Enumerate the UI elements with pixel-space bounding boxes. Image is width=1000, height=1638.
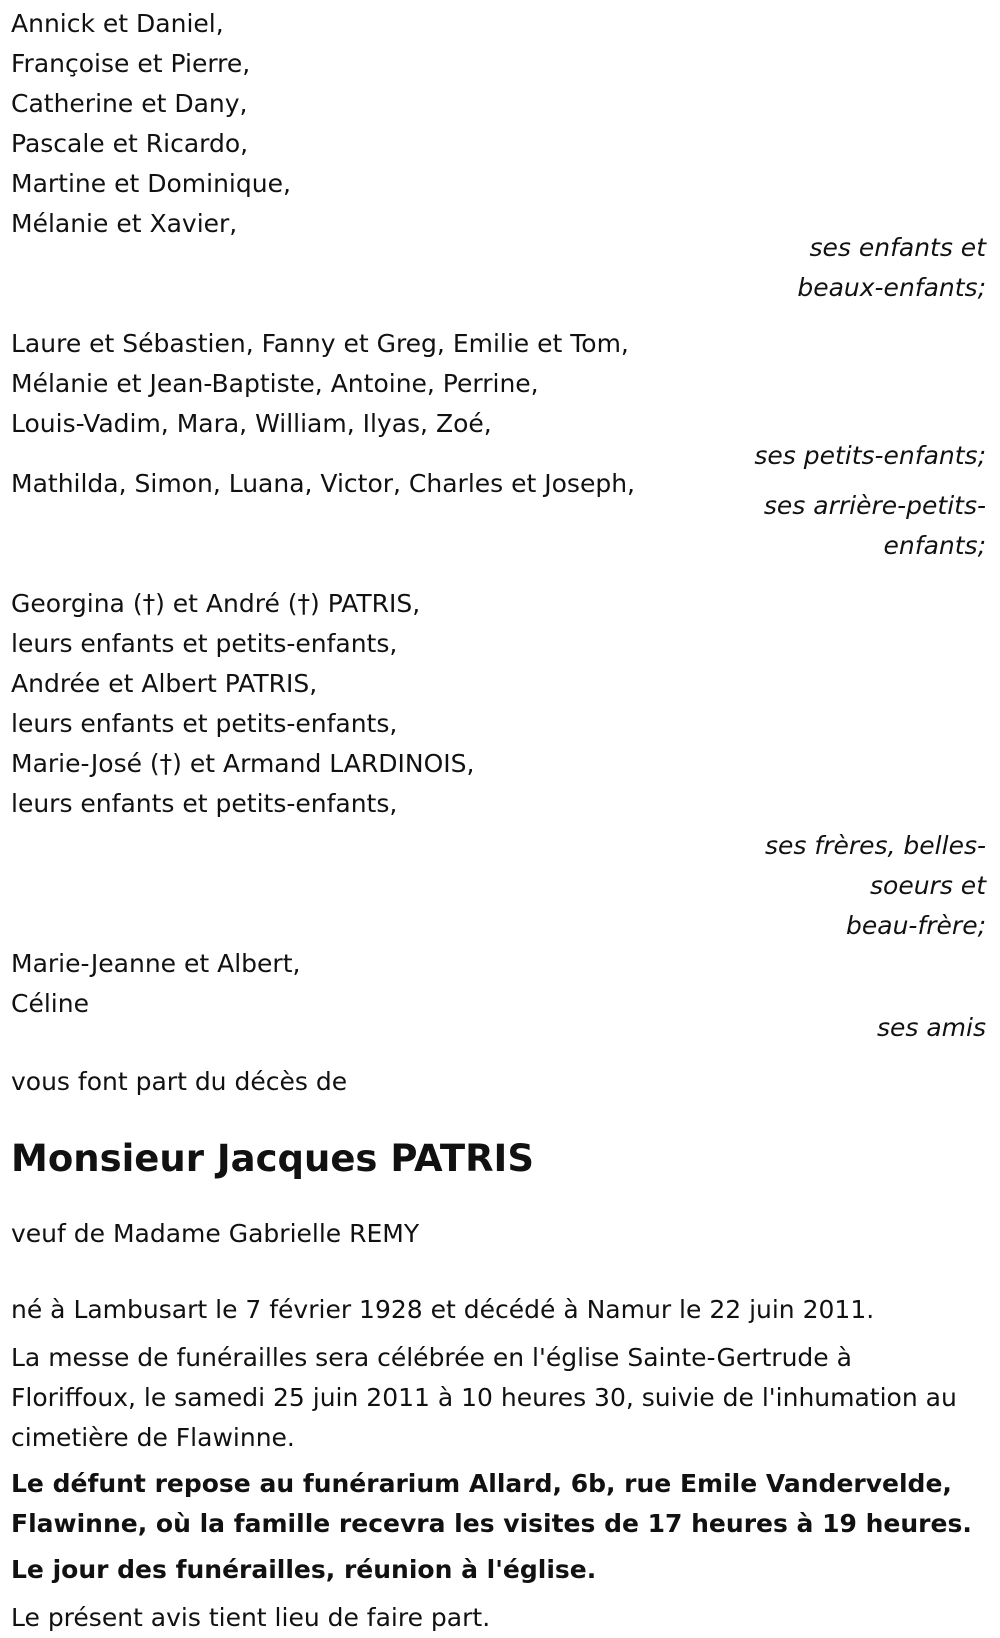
announcement-text: vous font part du décès de [11,1067,348,1096]
great-grandchild-name: Mathilda, Simon, Luana, Victor, Charles et Joseph, [11,469,635,498]
siblings-role-line: ses frères, belles- [765,831,986,860]
meeting-text: Le jour des funérailles, réunion à l'église. [11,1555,597,1584]
siblings-role [11,826,988,946]
children-names [11,0,988,244]
grandchild-name: Laure et Sébastien, Fanny et Greg, Emilie et Tom, [11,329,629,358]
child-name: Annick et Daniel, [11,9,224,38]
grandchild-name: Louis-Vadim, Mara, William, Ilyas, Zoé, [11,409,492,438]
funeral-mass-line: Floriffoux, le samedi 25 juin 2011 à 10 heures 30, suivie de l'inhumation au [11,1383,957,1412]
sibling-name: Marie-José (†) et Armand LARDINOIS, [11,749,475,778]
child-name: Pascale et Ricardo, [11,129,249,158]
friend-name: Céline [11,989,89,1018]
deceased-block [11,1134,988,1184]
sibling-name: Georgina (†) et André (†) PATRIS, [11,589,421,618]
friends-role-line: ses amis [876,1013,986,1042]
children-role-line: beaux-enfants; [797,273,986,302]
children-role-line: ses enfants et [809,233,986,262]
siblings-role-line: beau-frère; [846,911,986,940]
deceased-name: Monsieur Jacques PATRIS [11,1137,534,1180]
funeral-mass-line: La messe de funérailles sera célébrée en l'église Sainte-Gertrude à [11,1343,852,1372]
great-grandchildren-role-line: ses arrière-petits- [763,491,986,520]
sibling-name: leurs enfants et petits-enfants, [11,629,398,658]
funeral-home-block [11,1464,988,1544]
birth-death-block [11,1290,988,1330]
siblings-role-line: soeurs et [870,871,986,900]
sibling-name: Andrée et Albert PATRIS, [11,669,318,698]
widower-text: veuf de Madame Gabrielle REMY [11,1219,420,1248]
meeting-block [11,1550,988,1590]
child-name: Martine et Dominique, [11,169,291,198]
grandchild-name: Mélanie et Jean-Baptiste, Antoine, Perrine, [11,369,539,398]
birth-death-text: né à Lambusart le 7 février 1928 et décédé à Namur le 22 juin 2011. [11,1295,875,1324]
child-name: Françoise et Pierre, [11,49,251,78]
notice-text: Le présent avis tient lieu de faire part. [11,1603,491,1632]
friend-name: Marie-Jeanne et Albert, [11,949,301,978]
announcement-block [11,1062,988,1102]
funeral-home-line: Flawinne, où la famille recevra les visites de 17 heures à 19 heures. [11,1509,972,1538]
siblings-names [11,584,988,824]
child-name: Mélanie et Xavier, [11,209,238,238]
great-grandchildren-role-line: enfants; [883,531,986,560]
child-name: Catherine et Dany, [11,89,248,118]
grandchildren-role-line: ses petits-enfants; [754,441,986,470]
widower-block [11,1214,988,1254]
grandchildren-names [11,324,988,444]
sibling-name: leurs enfants et petits-enfants, [11,789,398,818]
notice-block [11,1598,988,1638]
sibling-name: leurs enfants et petits-enfants, [11,709,398,738]
funeral-mass-block [11,1338,988,1458]
funeral-home-line: Le défunt repose au funérarium Allard, 6b, rue Emile Vandervelde, [11,1469,952,1498]
funeral-mass-line: cimetière de Flawinne. [11,1423,295,1452]
friends-role [11,1008,988,1048]
